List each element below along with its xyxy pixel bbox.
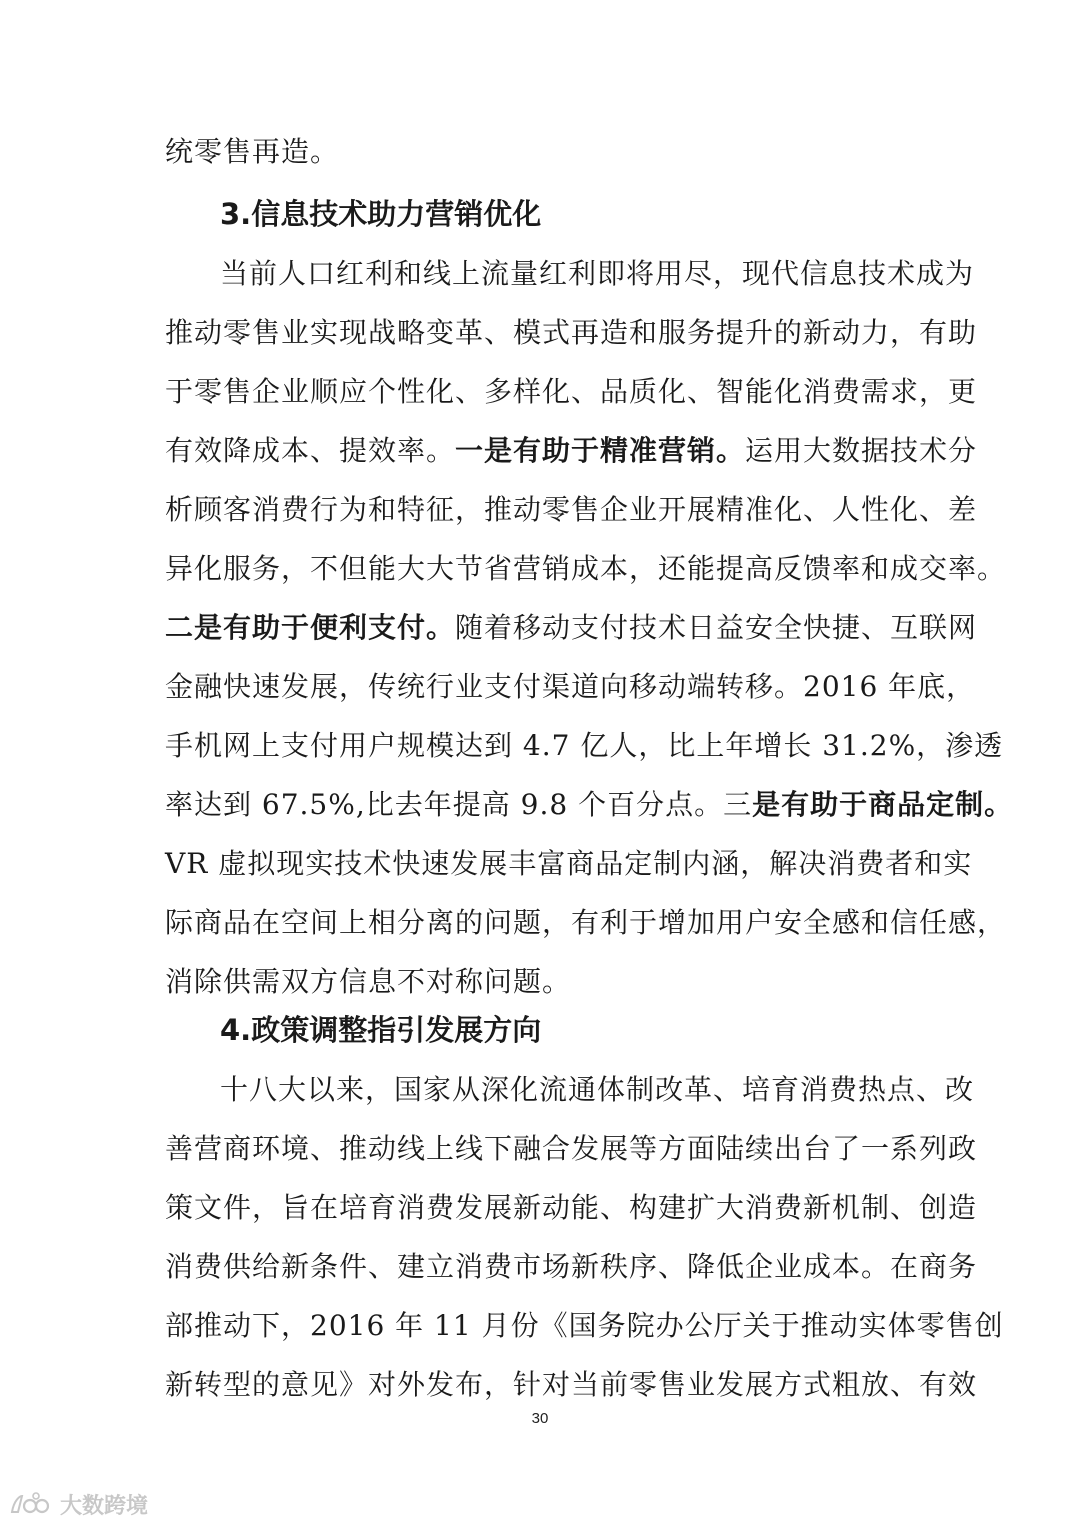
paragraph-line: 统零售再造。	[165, 135, 340, 168]
paragraph-line-mixed	[165, 429, 978, 473]
paragraph-line: 推动零售业实现战略变革、模式再造和服务提升的新动力，有助	[165, 316, 978, 349]
paragraph-line: 际商品在空间上相分离的问题，有利于增加用户安全感和信任感，	[165, 906, 1007, 939]
paragraph-line-mixed	[165, 606, 978, 650]
text-span: 率达到 67.5%,比去年提高 9.8 个百分点。三	[165, 788, 753, 821]
page-number: 30	[531, 1410, 549, 1427]
bold-point-2: 二是有助于便利支付。	[165, 611, 456, 644]
watermark-text: 大数跨境	[60, 1493, 149, 1519]
paragraph-line: VR 虚拟现实技术快速发展丰富商品定制内涵，解决消费者和实	[165, 847, 973, 880]
bold-point-3: 是有助于商品定制。	[752, 788, 1014, 821]
paragraph-line: 金融快速发展，传统行业支付渠道向移动端转移。2016 年底，	[165, 670, 976, 703]
paragraph-line: 当前人口红利和线上流量红利即将用尽，现代信息技术成为	[220, 257, 975, 290]
paragraph-line: 十八大以来，国家从深化流通体制改革、培育消费热点、改	[220, 1073, 975, 1106]
paragraph-line: 部推动下，2016 年 11 月份《国务院办公厅关于推动实体零售创	[165, 1309, 1004, 1342]
watermark	[8, 1488, 148, 1520]
watermark-logo-icon	[8, 1490, 56, 1518]
paragraph-line: 善营商环境、推动线上线下融合发展等方面陆续出台了一系列政	[165, 1132, 978, 1165]
text-span: 随着移动支付技术日益安全快捷、互联网	[455, 611, 978, 644]
bold-point-1: 一是有助于精准营销。	[455, 434, 746, 467]
section-heading-4: 4.政策调整指引发展方向	[220, 1013, 542, 1047]
paragraph-line: 于零售企业顺应个性化、多样化、品质化、智能化消费需求，更	[165, 375, 978, 408]
paragraph-line-mixed	[165, 783, 1014, 827]
section-heading-3: 3.信息技术助力营销优化	[220, 197, 542, 231]
paragraph-line: 异化服务，不但能大大节省营销成本，还能提高反馈率和成交率。	[165, 552, 1007, 585]
paragraph-line: 手机网上支付用户规模达到 4.7 亿人，比上年增长 31.2%，渗透	[165, 729, 1004, 762]
text-span: 运用大数据技术分	[745, 434, 978, 467]
text-span: 有效降成本、提效率。	[165, 434, 456, 467]
paragraph-line: 新转型的意见》对外发布，针对当前零售业发展方式粗放、有效	[165, 1368, 978, 1401]
paragraph-line: 消费供给新条件、建立消费市场新秩序、降低企业成本。在商务	[165, 1250, 978, 1283]
paragraph-line: 消除供需双方信息不对称问题。	[165, 965, 572, 998]
paragraph-line: 析顾客消费行为和特征，推动零售企业开展精准化、人性化、差	[165, 493, 978, 526]
paragraph-line: 策文件，旨在培育消费发展新动能、构建扩大消费新机制、创造	[165, 1191, 978, 1224]
